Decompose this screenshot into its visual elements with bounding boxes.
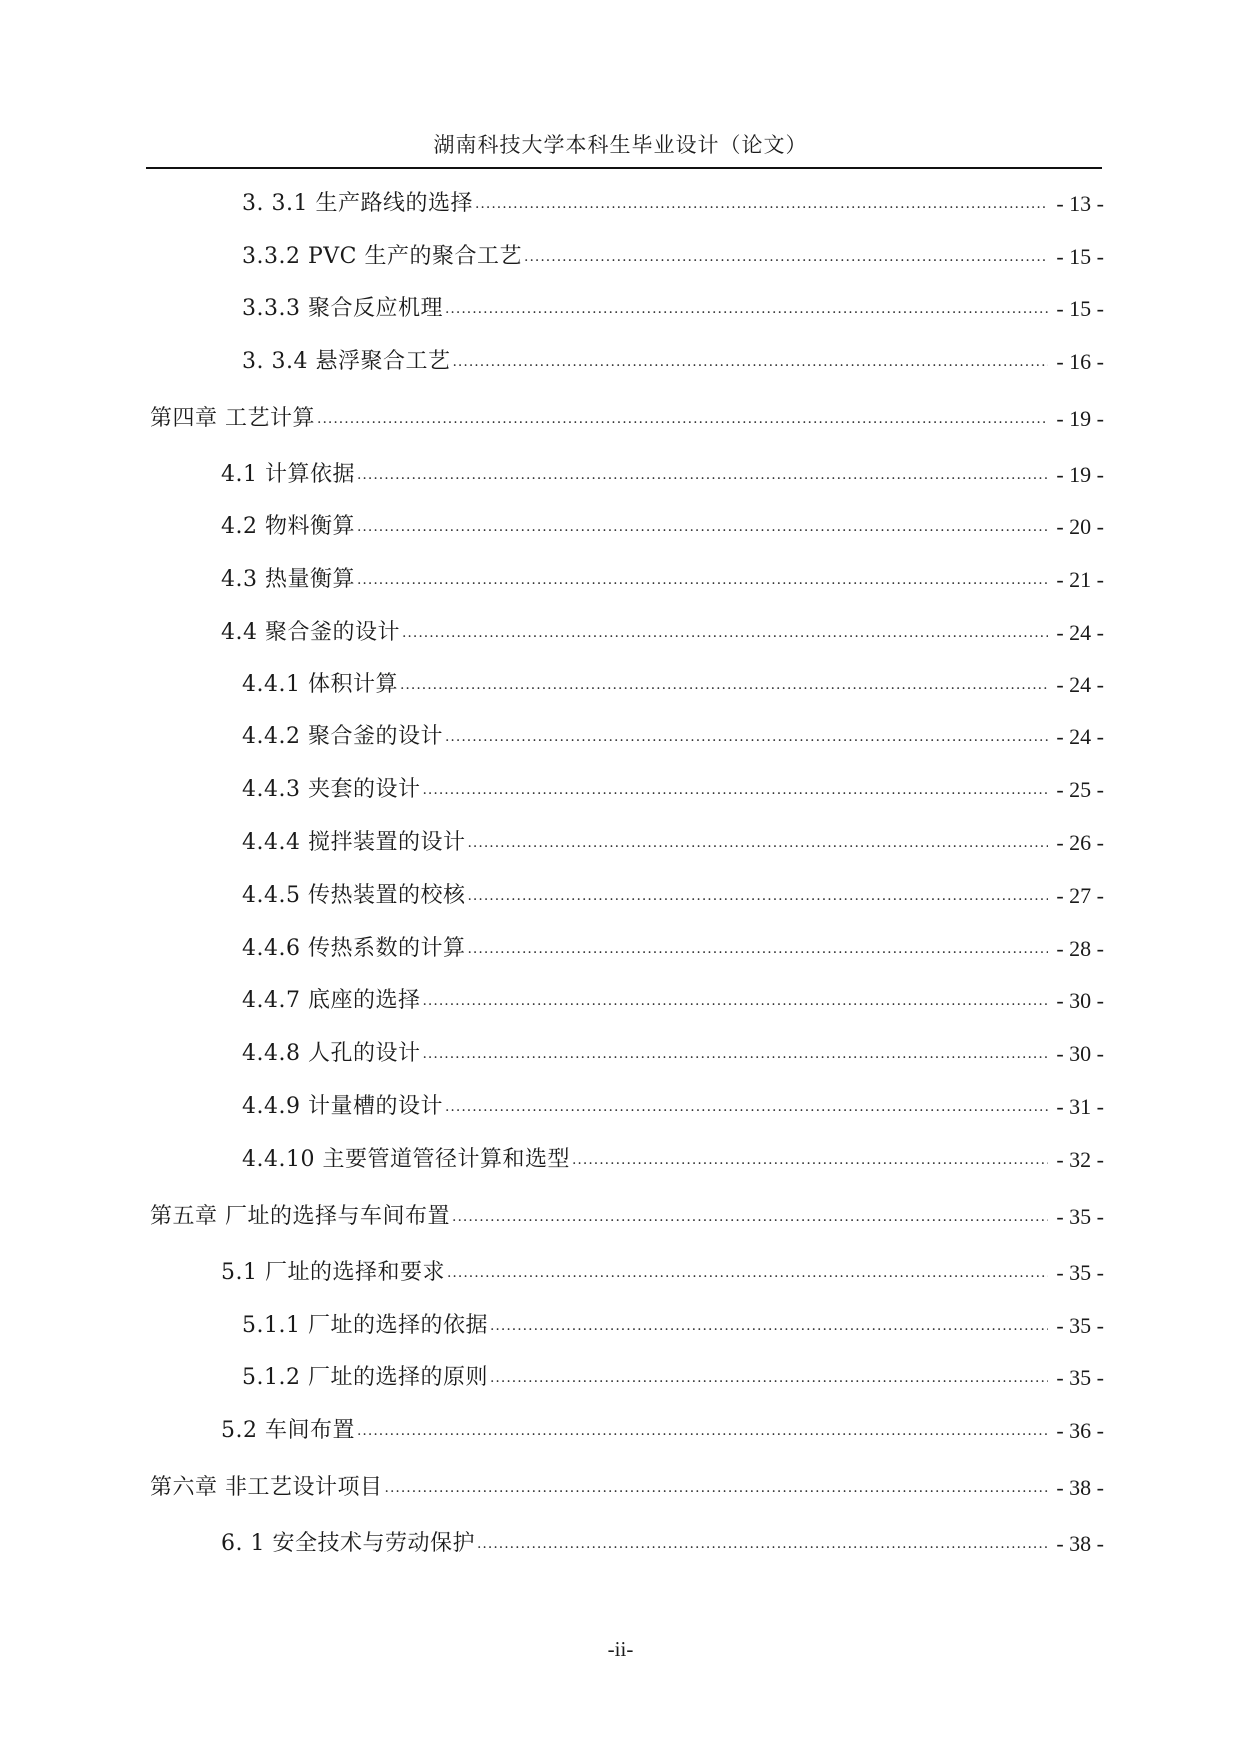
toc-dot-leader (445, 1100, 1048, 1122)
toc-dot-leader (467, 889, 1048, 911)
toc-dot-leader (357, 520, 1048, 542)
toc-dot-leader (490, 1371, 1048, 1393)
toc-entry[interactable] (242, 1309, 1104, 1341)
toc-dot-leader (445, 302, 1048, 324)
toc-entry-page: - 15 - (1056, 296, 1104, 321)
toc-entry-page: - 36 - (1056, 1418, 1104, 1443)
toc-entry-page: - 32 - (1056, 1147, 1104, 1172)
toc-entry-page: - 38 - (1056, 1475, 1104, 1500)
toc-entry-label: 第五章 厂址的选择与车间布置 (150, 1204, 450, 1229)
toc-entry-label: 6. 1 安全技术与劳动保护 (221, 1531, 475, 1556)
toc-dot-leader (317, 412, 1048, 434)
toc-entry-page: - 24 - (1056, 724, 1104, 749)
page-header-title: 湖南科技大学本科生毕业设计（论文） (433, 133, 808, 157)
toc-entry-page: - 19 - (1056, 462, 1104, 487)
toc-entry-label: 4.1 计算依据 (221, 462, 355, 487)
toc-dot-leader (490, 1319, 1048, 1341)
toc-dot-leader (452, 1210, 1048, 1232)
toc-entry[interactable] (242, 240, 1104, 272)
toc-entry-label: 3. 3.1 生产路线的选择 (242, 191, 473, 216)
toc-entry[interactable] (242, 1143, 1104, 1175)
toc-entry[interactable] (242, 668, 1104, 700)
toc-entry[interactable] (242, 932, 1104, 964)
toc-entry-label: 4.4.1 体积计算 (242, 672, 398, 697)
toc-entry-label: 第四章 工艺计算 (150, 406, 315, 431)
toc-entry-label: 第六章 非工艺设计项目 (150, 1475, 383, 1500)
toc-entry-page: - 30 - (1056, 1041, 1104, 1066)
toc-entry-label: 4.4.4 搅拌装置的设计 (242, 830, 466, 855)
toc-entry-label: 4.3 热量衡算 (221, 567, 355, 592)
toc-entry[interactable] (150, 1471, 1104, 1503)
toc-entry[interactable] (242, 773, 1104, 805)
toc-entry-page: - 35 - (1056, 1204, 1104, 1229)
toc-dot-leader (402, 626, 1048, 648)
toc-entry[interactable] (242, 1090, 1104, 1122)
toc-dot-leader (357, 1424, 1048, 1446)
toc-entry-page: - 20 - (1056, 514, 1104, 539)
toc-dot-leader (467, 942, 1048, 964)
toc-entry-page: - 15 - (1056, 244, 1104, 269)
toc-entry-label: 4.4.8 人孔的设计 (242, 1041, 421, 1066)
toc-entry-label: 4.4.9 计量槽的设计 (242, 1094, 443, 1119)
toc-entry[interactable] (242, 879, 1104, 911)
toc-entry-page: - 31 - (1056, 1094, 1104, 1119)
toc-dot-leader (422, 994, 1048, 1016)
toc-entry[interactable] (242, 826, 1104, 858)
toc-entry-page: - 13 - (1056, 191, 1104, 216)
toc-dot-leader (447, 1266, 1048, 1288)
toc-entry-label: 3.3.2 PVC 生产的聚合工艺 (242, 244, 522, 269)
toc-entry-page: - 38 - (1056, 1531, 1104, 1556)
toc-dot-leader (422, 783, 1048, 805)
toc-entry-page: - 35 - (1056, 1313, 1104, 1338)
toc-dot-leader (357, 468, 1048, 490)
toc-entry[interactable] (150, 1200, 1104, 1232)
toc-entry[interactable] (242, 1361, 1104, 1393)
toc-entry-label: 4.4.5 传热装置的校核 (242, 883, 466, 908)
toc-entry[interactable] (242, 292, 1104, 324)
toc-entry-page: - 30 - (1056, 988, 1104, 1013)
toc-dot-leader (400, 678, 1048, 700)
toc-dot-leader (357, 573, 1048, 595)
toc-entry-label: 3. 3.4 悬浮聚合工艺 (242, 349, 451, 374)
toc-entry-label: 5.1.1 厂址的选择的依据 (242, 1313, 488, 1338)
toc-entry[interactable] (242, 720, 1104, 752)
toc-entry-label: 4.4.6 传热系数的计算 (242, 936, 466, 961)
toc-entry-label: 4.4.10 主要管道管径计算和选型 (242, 1147, 570, 1172)
toc-entry-label: 4.4.7 底座的选择 (242, 988, 421, 1013)
toc-entry-page: - 16 - (1056, 349, 1104, 374)
toc-dot-leader (452, 355, 1048, 377)
toc-entry-page: - 24 - (1056, 620, 1104, 645)
toc-entry-page: - 35 - (1056, 1365, 1104, 1390)
toc-dot-leader (524, 250, 1048, 272)
toc-entry[interactable] (150, 402, 1104, 434)
toc-entry[interactable] (242, 984, 1104, 1016)
toc-entry-label: 5.2 车间布置 (221, 1418, 355, 1443)
toc-entry-page: - 24 - (1056, 672, 1104, 697)
toc-entry[interactable] (221, 458, 1104, 490)
toc-entry[interactable] (221, 1414, 1104, 1446)
page-number: -ii- (607, 1637, 634, 1661)
toc-entry[interactable] (221, 1527, 1104, 1559)
toc-dot-leader (385, 1481, 1049, 1503)
toc-entry-page: - 27 - (1056, 883, 1104, 908)
toc-entry-label: 5.1 厂址的选择和要求 (221, 1260, 445, 1285)
toc-entry-label: 5.1.2 厂址的选择的原则 (242, 1365, 488, 1390)
toc-entry[interactable] (242, 187, 1104, 219)
toc-entry[interactable] (221, 563, 1104, 595)
toc-entry[interactable] (221, 1256, 1104, 1288)
toc-dot-leader (422, 1047, 1048, 1069)
toc-entry-page: - 19 - (1056, 406, 1104, 431)
toc-entry-page: - 28 - (1056, 936, 1104, 961)
toc-entry[interactable] (242, 1037, 1104, 1069)
toc-entry[interactable] (242, 345, 1104, 377)
toc-entry-page: - 35 - (1056, 1260, 1104, 1285)
toc-dot-leader (475, 197, 1048, 219)
toc-entry-page: - 26 - (1056, 830, 1104, 855)
toc-entry[interactable] (221, 510, 1104, 542)
toc-entry-page: - 25 - (1056, 777, 1104, 802)
toc-entry-label: 3.3.3 聚合反应机理 (242, 296, 443, 321)
toc-entry-label: 4.4 聚合釜的设计 (221, 620, 400, 645)
toc-dot-leader (477, 1537, 1048, 1559)
toc-entry-label: 4.4.2 聚合釜的设计 (242, 724, 443, 749)
toc-entry-page: - 21 - (1056, 567, 1104, 592)
toc-entry-label: 4.4.3 夹套的设计 (242, 777, 421, 802)
toc-entry[interactable] (221, 616, 1104, 648)
toc-dot-leader (467, 836, 1048, 858)
toc-dot-leader (572, 1153, 1048, 1175)
toc-entry-label: 4.2 物料衡算 (221, 514, 355, 539)
toc-dot-leader (445, 730, 1048, 752)
